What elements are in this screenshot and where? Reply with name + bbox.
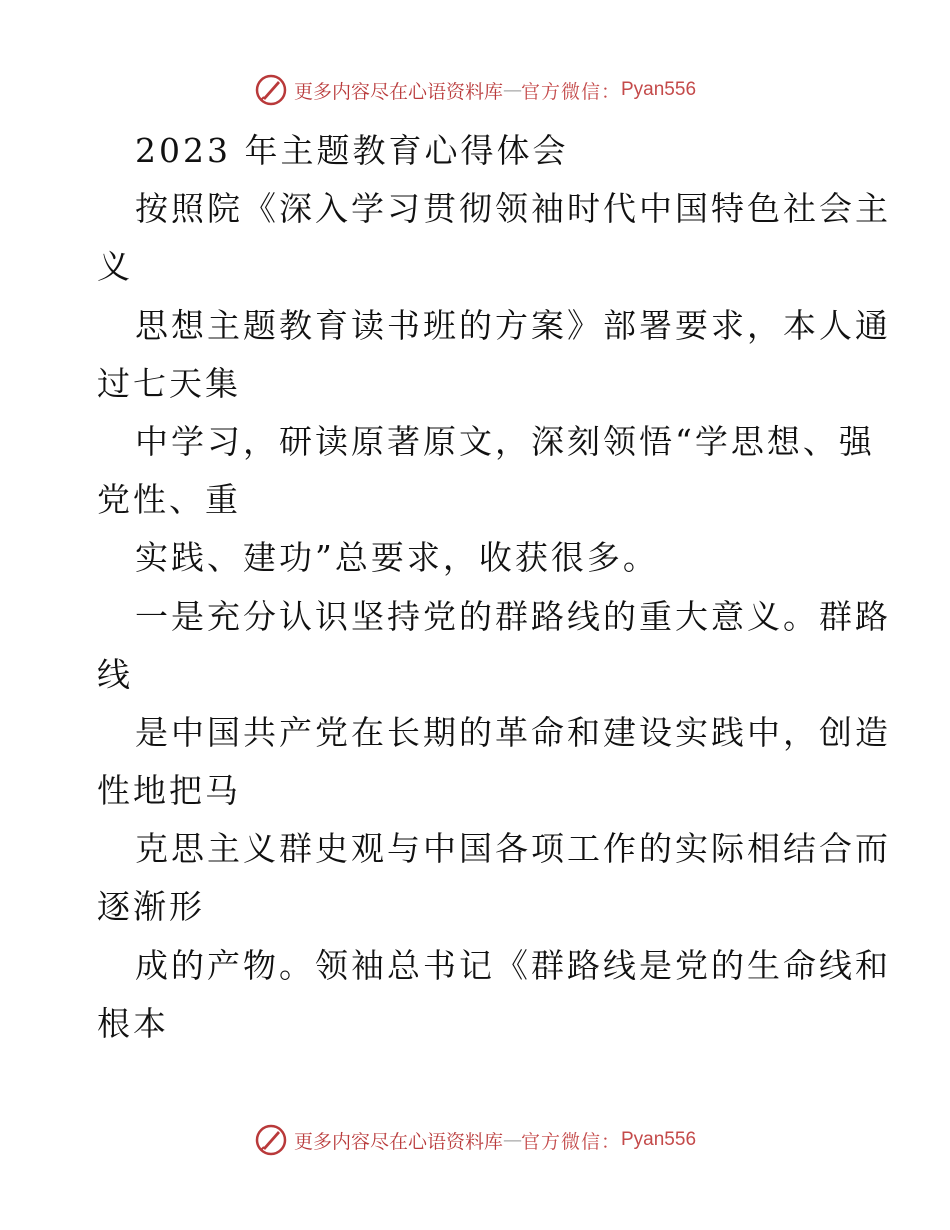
watermark-account: Pyan556 xyxy=(621,79,697,100)
document-line: 过七天集 xyxy=(97,363,241,403)
watermark-wechat-label: 官方微信： xyxy=(520,80,621,103)
watermark-footer xyxy=(0,1120,950,1160)
watermark-dash: — xyxy=(502,1129,521,1151)
document-line: 是中国共产党在长期的革命和建设实践中，创造 xyxy=(135,712,891,752)
watermark-wechat-label: 官方微信： xyxy=(520,1130,621,1153)
watermark-header xyxy=(0,70,950,110)
document-line: 成的产物。领袖总书记《群路线是党的生命线和 xyxy=(135,945,891,985)
document-line: 性地把马 xyxy=(97,771,241,811)
document-line: 2023 年主题教育心得体会 xyxy=(135,131,569,170)
document-line: 中学习，研读原著原文，深刻领悟“学思想、强 xyxy=(135,421,875,461)
document-line: 实践、建功”总要求，收获很多。 xyxy=(135,538,659,578)
quill-circle-icon xyxy=(254,1123,288,1157)
document-line: 线 xyxy=(97,654,133,694)
watermark-site-text: 更多内容尽在心语资料库 xyxy=(293,80,503,103)
document-line: 逐渐形 xyxy=(97,887,205,927)
document-line: 一是充分认识坚持党的群路线的重大意义。群路 xyxy=(135,596,891,636)
document-line: 义 xyxy=(97,247,133,287)
document-body xyxy=(97,122,891,1053)
watermark-site-text: 更多内容尽在心语资料库 xyxy=(293,1130,503,1153)
quill-circle-icon xyxy=(254,73,288,107)
document-line: 按照院《深入学习贯彻领袖时代中国特色社会主 xyxy=(135,189,891,229)
watermark-dash: — xyxy=(502,79,521,101)
document-line: 根本 xyxy=(97,1003,169,1043)
document-line: 克思主义群史观与中国各项工作的实际相结合而 xyxy=(135,829,891,869)
watermark-account: Pyan556 xyxy=(621,1129,697,1150)
document-line: 党性、重 xyxy=(97,480,241,520)
document-line: 思想主题教育读书班的方案》部署要求，本人通 xyxy=(135,305,891,345)
